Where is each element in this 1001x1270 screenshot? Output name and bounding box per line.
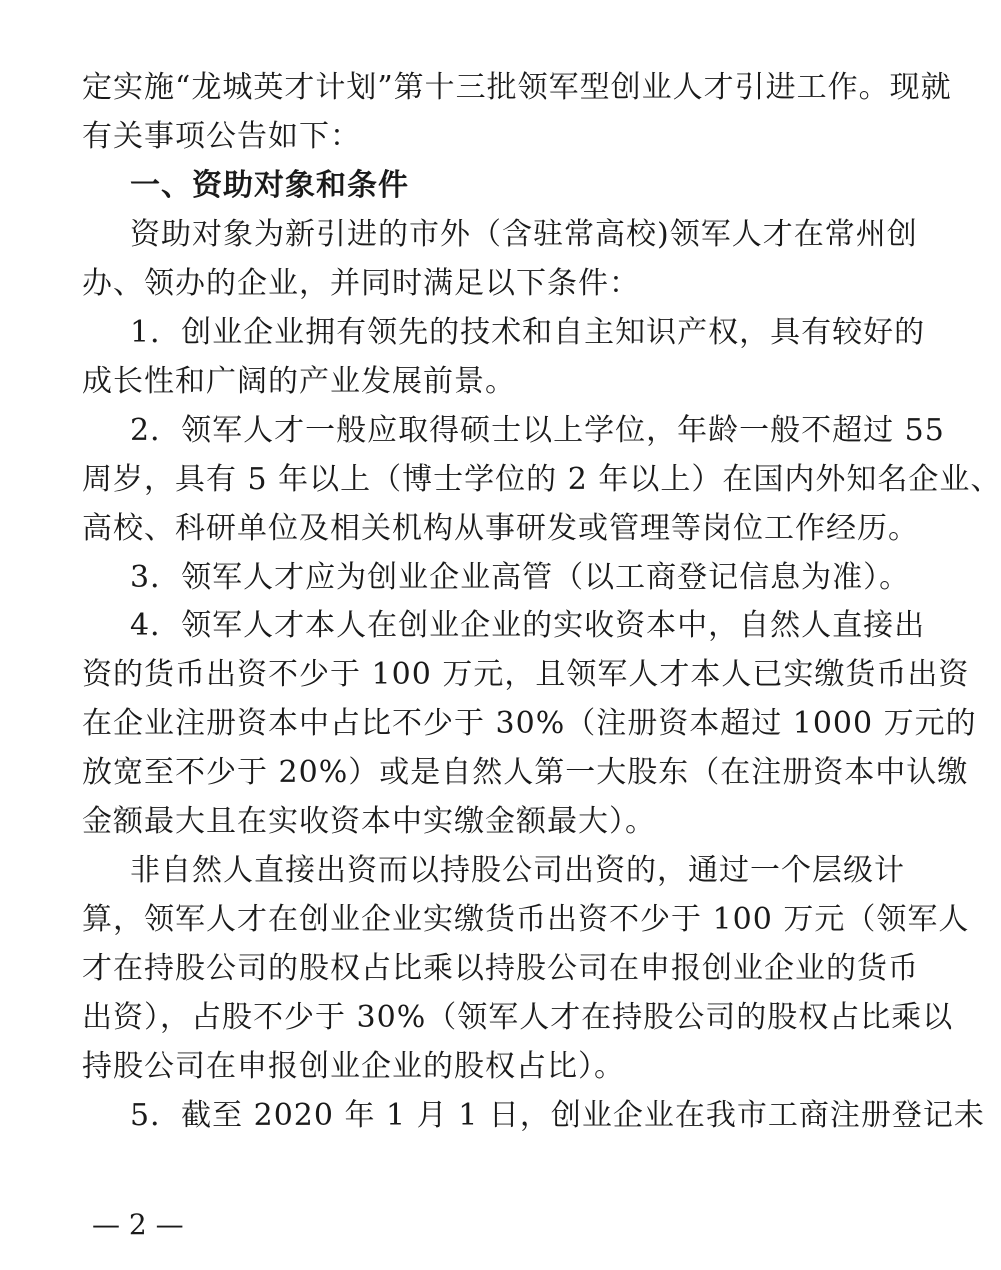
text-line: 金额最大且在实收资本中实缴金额最大）。 bbox=[82, 804, 656, 839]
text-line: 周岁，具有 5 年以上（博士学位的 2 年以上）在国内外知名企业、 bbox=[82, 462, 1001, 497]
text-line: 有关事项公告如下： bbox=[82, 119, 361, 154]
text-line: 出资），占股不少于 30%（领军人才在持股公司的股权占比乘以 bbox=[82, 1000, 954, 1035]
text-line: 放宽至不少于 20%）或是自然人第一大股东（在注册资本中认缴 bbox=[82, 755, 969, 790]
text-line: 2．领军人才一般应取得硕士以上学位，年龄一般不超过 55 bbox=[130, 413, 945, 448]
text-line: 成长性和广阔的产业发展前景。 bbox=[82, 364, 516, 399]
page-number: — 2 — bbox=[92, 1208, 184, 1241]
text-line: 4．领军人才本人在创业企业的实收资本中，自然人直接出 bbox=[130, 608, 926, 643]
text-line: 5．截至 2020 年 1 月 1 日，创业企业在我市工商注册登记未 bbox=[130, 1098, 985, 1133]
text-line: 持股公司在申报创业企业的股权占比）。 bbox=[82, 1049, 625, 1084]
section-heading: 一、资助对象和条件 bbox=[130, 168, 409, 203]
text-line: 3．领军人才应为创业企业高管（以工商登记信息为准）。 bbox=[130, 560, 911, 595]
text-line: 非自然人直接出资而以持股公司出资的，通过一个层级计 bbox=[130, 853, 905, 888]
text-line: 资的货币出资不少于 100 万元，且领军人才本人已实缴货币出资 bbox=[82, 657, 970, 692]
text-line: 1．创业企业拥有领先的技术和自主知识产权，具有较好的 bbox=[130, 315, 926, 350]
text-line: 才在持股公司的股权占比乘以持股公司在申报创业企业的货币 bbox=[82, 951, 919, 986]
text-line: 资助对象为新引进的市外（含驻常高校)领军人才在常州创 bbox=[130, 217, 918, 252]
text-line: 定实施“龙城英才计划”第十三批领军型创业人才引进工作。现就 bbox=[82, 70, 952, 105]
text-line: 高校、科研单位及相关机构从事研发或管理等岗位工作经历。 bbox=[82, 511, 919, 546]
text-line: 办、领办的企业，并同时满足以下条件： bbox=[82, 266, 640, 301]
text-line: 算，领军人才在创业企业实缴货币出资不少于 100 万元（领军人 bbox=[82, 902, 970, 937]
text-line: 在企业注册资本中占比不少于 30%（注册资本超过 1000 万元的 bbox=[82, 706, 977, 741]
